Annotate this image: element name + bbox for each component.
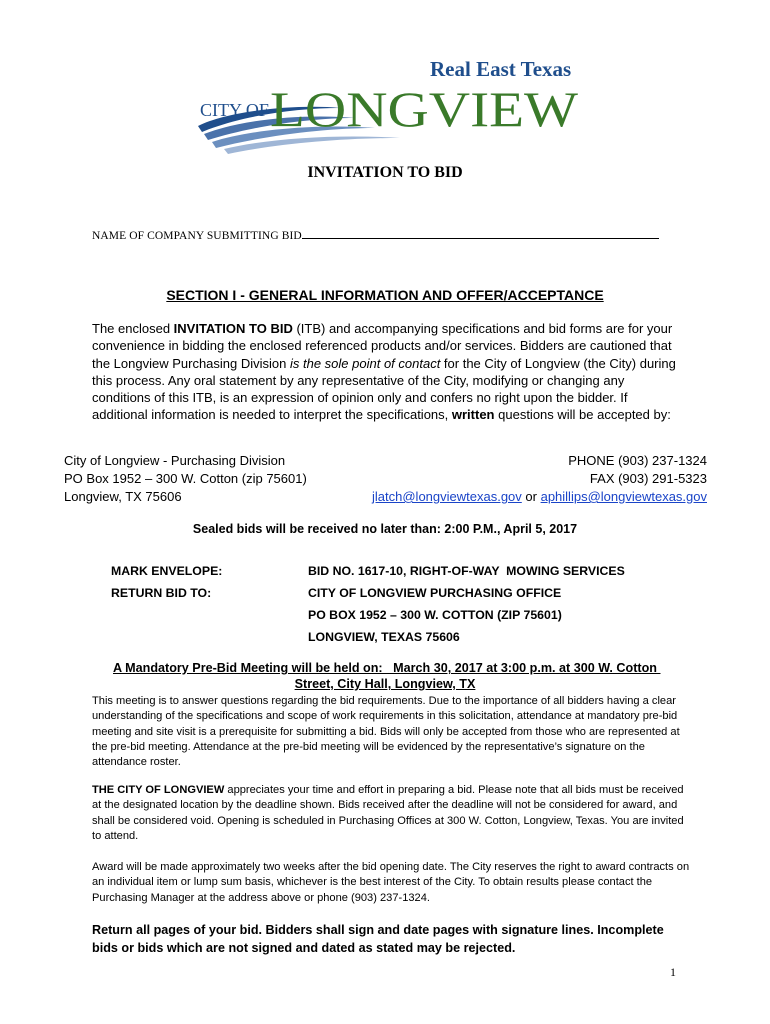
- mark-envelope-value: BID NO. 1617-10, RIGHT-OF-WAY MOWING SERVICES: [308, 564, 625, 578]
- contact-emails: [372, 488, 707, 506]
- award-paragraph: [92, 860, 692, 906]
- appreciation-paragraph: [92, 783, 692, 844]
- contact-phone: PHONE (903) 237-1324: [568, 453, 707, 468]
- envelope-instructions: [111, 560, 625, 648]
- document-title: INVITATION TO BID: [307, 164, 463, 181]
- email-link-aphillips[interactable]: aphillips@longviewtexas.gov: [540, 489, 707, 504]
- page-number: 1: [670, 965, 676, 979]
- return-address-line3: LONGVIEW, TEXAS 75606: [308, 630, 460, 644]
- contact-po-box: PO Box 1952 – 300 W. Cotton (zip 75601): [64, 471, 307, 486]
- mark-envelope-label: MARK ENVELOPE:: [111, 564, 223, 578]
- intro-text: for the City of Longview (the City) during this process. Any oral statement by any representative of the City, modifying or changing any conditions of this ITB, is an expression of opinion only and confers no right upon the bidder. If additional information is needed to interpret the specifications,: [92, 355, 676, 423]
- company-name-label: NAME OF COMPANY SUBMITTING BID: [92, 230, 302, 242]
- final-notice: Return all pages of your bid. Bidders shall sign and date pages with signature lines. Incomplete bids or bids which are not signed and dated as stated may be rejected.: [92, 923, 664, 955]
- sealed-bids-deadline: Sealed bids will be received no later than: 2:00 P.M., April 5, 2017: [192, 522, 578, 536]
- intro-bold-itb: INVITATION TO BID: [173, 321, 293, 336]
- contact-block: [64, 452, 707, 506]
- contact-fax: FAX (903) 291-5323: [589, 471, 707, 486]
- intro-paragraph: [92, 320, 682, 424]
- email-link-jlatch[interactable]: jlatch@longviewtexas.gov: [372, 489, 522, 504]
- logo-city-of: CITY OF: [200, 100, 269, 120]
- intro-italic: is the sole point of contact: [290, 355, 441, 371]
- prebid-meeting-body: [92, 694, 692, 770]
- section-heading: SECTION I - GENERAL INFORMATION AND OFFER/ACCEPTANCE: [166, 287, 604, 303]
- prebid-meeting-heading: A Mandatory Pre-Bid Meeting will be held on: March 30, 2017 at 3:00 p.m. at 300 W. Cotton Street, City Hall, Longview, TX: [113, 661, 661, 691]
- intro-text: (ITB) and accompanying specifications and bid forms are for your convenience in bidding the enclosed referenced products and/or services. Bidders are cautioned that the Longview Purchasing Division: [92, 321, 673, 371]
- return-bid-label: RETURN BID TO:: [111, 586, 212, 600]
- logo-longview-wordmark: LONGVIEW: [270, 81, 579, 137]
- appreciation-bold: THE CITY OF LONGVIEW: [92, 784, 225, 796]
- return-address-line1: CITY OF LONGVIEW PURCHASING OFFICE: [308, 586, 562, 600]
- intro-text: questions will be accepted by:: [494, 407, 671, 423]
- email-or: or: [521, 489, 541, 504]
- intro-text: The enclosed: [92, 321, 174, 336]
- city-of-longview-logo: [190, 48, 590, 158]
- prebid-meeting-text: This meeting is to answer questions regarding the bid requirements. Due to the importance of all bidders having a clear understanding of the specifications and scope of work requirements in this solicitation, attendance at mandatory pre-bid meeting and site visit is a prerequisite for submitting a bid. Bids will only be accepted from those who are represented at the pre-bid meeting. Attendance at the pre-bid meeting will be evidenced by the representative’s signature on the attendance roster.: [92, 695, 680, 769]
- logo-tagline: Real East Texas: [430, 57, 572, 81]
- company-name-blank[interactable]: [302, 227, 659, 239]
- appreciation-text: appreciates your time and effort in preparing a bid. Please note that all bids must be received at the designated location by the deadline shown. Bids received after the deadline will not be considered for award, and shall be considered void. Opening is scheduled in Purchasing Offices at 300 W. Cotton, Longview, Texas. You are invited to attend.: [92, 784, 684, 842]
- award-text: Award will be made approximately two weeks after the bid opening date. The City reserves the right to award contracts on an individual item or lump sum basis, whichever is the best interest of the City. To obtain results please contact the Purchasing Manager at the address above or phone (903) 237-1324.: [92, 861, 690, 904]
- company-name-line: [92, 227, 659, 242]
- intro-bold-written: written: [451, 407, 495, 423]
- return-address-line2: PO BOX 1952 – 300 W. COTTON (ZIP 75601): [308, 608, 562, 622]
- contact-org: City of Longview - Purchasing Division: [64, 453, 286, 468]
- contact-city: Longview, TX 75606: [64, 489, 182, 504]
